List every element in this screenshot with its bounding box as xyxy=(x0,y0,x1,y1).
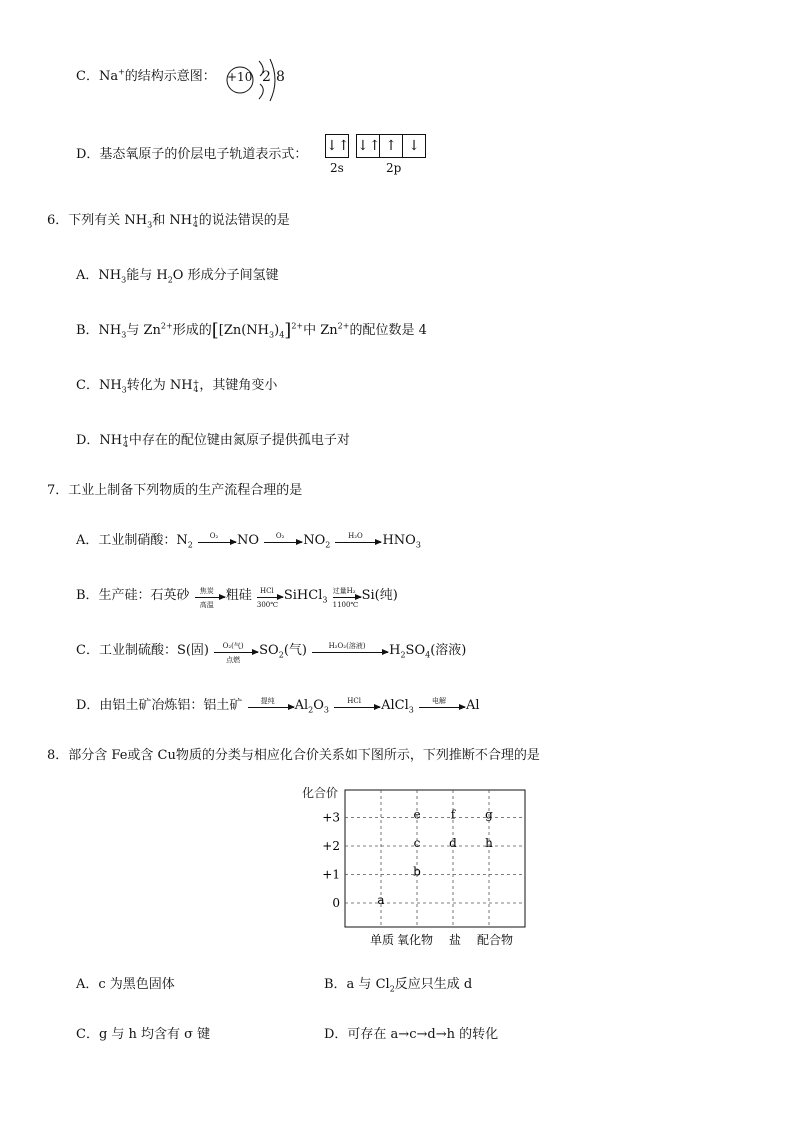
x-category-label: 氧化物 xyxy=(396,933,434,947)
orbital-label-2p: 2p xyxy=(386,161,402,175)
orbital-2p xyxy=(356,134,426,158)
q5-option-d: D．基态氧原子的价层电子轨道表示式： xyxy=(76,147,308,162)
x-category-label: 单质 xyxy=(369,933,395,947)
point-label-a: a xyxy=(377,893,385,907)
q7-option-c: C．工业制硫酸：S(固) O₂(气) 点燃 $SO_2$(气) H₂O₂(溶液) $H_2SO_4$(溶液) xyxy=(76,642,467,664)
orbital-cell: ↑ xyxy=(380,135,403,157)
q7-option-b: B．生产硅：石英砂 焦炭 高温 粗硅 HCl 300℃ SiHCl$_3$ 过量H₂ 1100℃ Si(纯) xyxy=(76,587,398,609)
q6-option-a: A．$NH_3$能与 $H_2O$ 形成分子间氢键 xyxy=(76,268,279,285)
y-tick-label: +2 xyxy=(322,839,340,853)
point-label-f: f xyxy=(450,807,456,822)
orbital-cell: ↓↑ xyxy=(357,135,380,157)
q6-option-d: D．NH + 4 中存在的配位键由氮原子提供孤电子对 xyxy=(76,432,350,449)
orbital-label-2s: 2s xyxy=(330,161,344,175)
q6-option-b: B．$NH_3$与 $Zn^{2+}$形成的[$[Zn(NH_3)_4]^{2+}$中 $Zn^{2+}$的配位数是 4 xyxy=(76,320,427,341)
nucleus-charge: +10 xyxy=(227,70,253,84)
point-label-e: e xyxy=(413,807,421,822)
point-label-b: b xyxy=(413,864,421,879)
chart-ylabel: 化合价 xyxy=(302,786,339,800)
y-tick-label: +1 xyxy=(322,867,340,882)
q7-option-a: A．工业制硝酸：$N_2$ O₂ NO O₂ $NO_2$ H₂O $HNO_3$ xyxy=(76,532,421,550)
q7-stem: 7．工业上制备下列物质的生产流程合理的是 xyxy=(47,483,303,498)
y-tick-label: 0 xyxy=(332,896,340,910)
chart-frame xyxy=(345,790,525,927)
orbital-cell: ↓ xyxy=(408,138,420,154)
q6-stem: 6．下列有关 $NH_3$和 NH + 4 的说法错误的是 xyxy=(47,212,290,230)
y-tick-label: +3 xyxy=(322,810,340,825)
point-label-c: c xyxy=(413,836,421,850)
orbital-cell: ↓↑ xyxy=(326,138,350,154)
q8-option-c: C．g 与 h 均含有 σ 键 xyxy=(76,1027,211,1042)
point-label-h: h xyxy=(485,836,493,850)
x-category-label: 盐 xyxy=(448,933,462,947)
x-category-label: 配合物 xyxy=(476,933,514,947)
q8-option-a: A．c 为黑色固体 xyxy=(76,977,175,992)
q7-option-d: D．由铝土矿冶炼铝：铝土矿 提纯 $Al_2O_3$ HCl AlCl$_3$ 电解 Al xyxy=(76,697,480,715)
point-label-d: d xyxy=(449,836,457,850)
q8-stem: 8．部分含 Fe或含 Cu物质的分类与相应化合价关系如下图所示，下列推断不合理的是 xyxy=(47,748,540,763)
point-label-g: g xyxy=(485,807,493,822)
q8-option-d: D．可存在 a→c→d→h 的转化 xyxy=(324,1027,499,1042)
q8-option-b: B．a 与 $Cl_2$反应只生成 d xyxy=(324,977,473,994)
shell-2-electrons: 8 xyxy=(276,69,285,85)
q5-option-c: C．Na+的结构示意图： xyxy=(76,67,216,84)
orbital-2s xyxy=(325,134,349,158)
shell-1-electrons: 2 xyxy=(262,69,271,85)
q6-option-c: C．$NH_3$转化为 NH + 4 ，其键角变小 xyxy=(76,377,278,395)
